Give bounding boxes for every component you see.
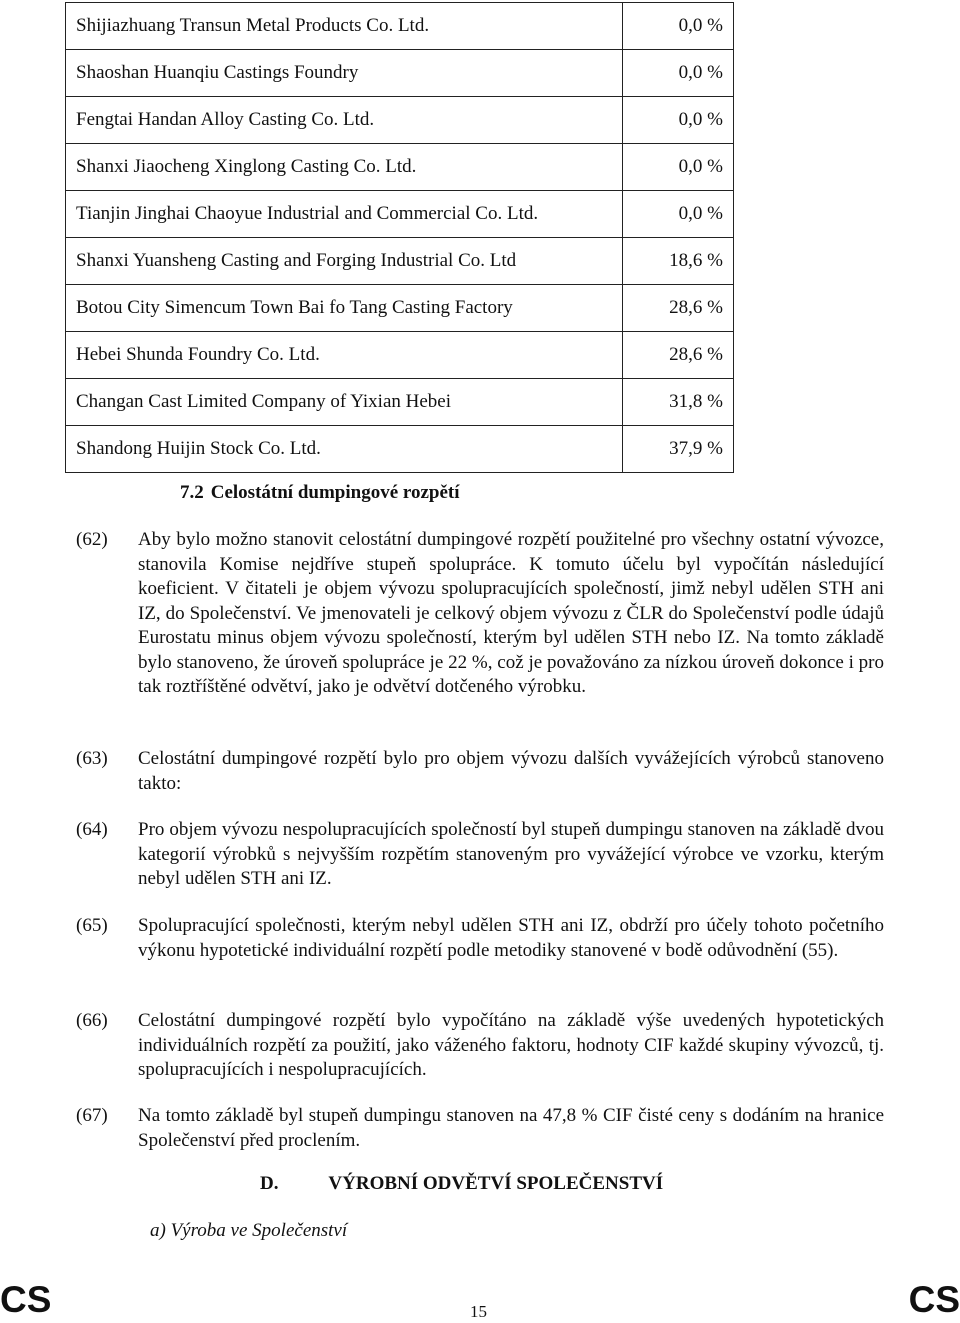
margin-cell: 31,8 % [623, 379, 734, 426]
table-row [66, 144, 734, 191]
chapter-heading [260, 1173, 663, 1195]
company-name-cell: Shaoshan Huanqiu Castings Foundry [66, 50, 623, 97]
margin-cell: 28,6 % [623, 285, 734, 332]
margin-cell: 18,6 % [623, 238, 734, 285]
company-name-cell: Fengtai Handan Alloy Casting Co. Ltd. [66, 97, 623, 144]
margin-cell: 28,6 % [623, 332, 734, 379]
table-row [66, 332, 734, 379]
section-heading [180, 482, 460, 504]
table-row [66, 97, 734, 144]
paragraph-number: (67) [76, 1105, 108, 1126]
table-row [66, 285, 734, 332]
paragraph-text: Spolupracující společnosti, kterým nebyl udělen STH ani IZ, obdrží pro účely tohoto početního výkonu hypotetické individuální rozpětí podle metodiky stanovené v bodě odůvodnění (55). [138, 915, 884, 961]
margin-cell: 0,0 % [623, 144, 734, 191]
paragraph-number: (63) [76, 748, 108, 769]
table-row [66, 379, 734, 426]
paragraph-64 [76, 818, 884, 892]
company-name-cell: Shanxi Yuansheng Casting and Forging Industrial Co. Ltd [66, 238, 623, 285]
company-name-cell: Hebei Shunda Foundry Co. Ltd. [66, 332, 623, 379]
margin-cell: 0,0 % [623, 191, 734, 238]
subheading: a) Výroba ve Společenství [150, 1220, 348, 1241]
table-row [66, 191, 734, 238]
section-title: Celostátní dumpingové rozpětí [210, 482, 460, 503]
table-row [66, 238, 734, 285]
section-number: 7.2 [180, 482, 204, 503]
company-name-cell: Shanxi Jiaocheng Xinglong Casting Co. Ltd. [66, 144, 623, 191]
language-mark-right: CS [908, 1279, 960, 1320]
margin-cell: 0,0 % [623, 3, 734, 50]
table-row [66, 3, 734, 50]
paragraph-text: Celostátní dumpingové rozpětí bylo pro objem vývozu dalších vyvážejících výrobců stanoveno takto: [138, 748, 884, 794]
margin-cell: 0,0 % [623, 50, 734, 97]
paragraph-text: Pro objem vývozu nespolupracujících společností byl stupeň dumpingu stanoven na základě dvou kategorií výrobků s nejvyšším rozpětím stanoveným pro vyvážející výrobce ve vzorku, kterým nebyl udělen STH ani IZ. [138, 819, 884, 889]
company-name-cell: Tianjin Jinghai Chaoyue Industrial and Commercial Co. Ltd. [66, 191, 623, 238]
paragraph-66 [76, 1009, 884, 1083]
page-number: 15 [470, 1302, 487, 1321]
margin-cell: 37,9 % [623, 426, 734, 473]
paragraph-number: (64) [76, 819, 108, 840]
company-name-cell: Botou City Simencum Town Bai fo Tang Casting Factory [66, 285, 623, 332]
table-row [66, 426, 734, 473]
company-name-cell: Shijiazhuang Transun Metal Products Co. Ltd. [66, 3, 623, 50]
language-mark-left: CS [0, 1279, 52, 1320]
paragraph-65 [76, 914, 884, 963]
chapter-letter: D. [260, 1173, 279, 1194]
paragraph-text: Celostátní dumpingové rozpětí bylo vypočítáno na základě výše uvedených hypotetických individuálních rozpětí za použití, jako váženého faktoru, hodnoty CIF každé skupiny vývozců, tj. spolupracujících i nespolupracujících. [138, 1010, 884, 1080]
company-name-cell: Changan Cast Limited Company of Yixian Hebei [66, 379, 623, 426]
paragraph-number: (65) [76, 915, 108, 936]
chapter-title: VÝROBNÍ ODVĚTVÍ SPOLEČENSTVÍ [328, 1173, 664, 1194]
paragraph-62 [76, 528, 884, 700]
producer-margin-table [65, 2, 734, 473]
paragraph-67 [76, 1104, 884, 1153]
paragraph-number: (62) [76, 529, 108, 550]
margin-cell: 0,0 % [623, 97, 734, 144]
company-name-cell: Shandong Huijin Stock Co. Ltd. [66, 426, 623, 473]
paragraph-number: (66) [76, 1010, 108, 1031]
paragraph-63 [76, 747, 884, 796]
paragraph-text: Aby bylo možno stanovit celostátní dumpingové rozpětí použitelné pro všechny ostatní vývozce, stanovila Komise nejdříve stupeň spolupráce. K tomuto účelu byl vypočítán následující koeficient. V čitateli je objem vývozu spolupracujících společností, jimž nebyl udělen STH ani IZ, do Společenství. Ve jmenovateli je celkový objem vývozu z ČLR do Společenství podle údajů Eurostatu minus objem vývozu společností, kterým byl udělen STH nebo IZ. Na tomto základě bylo stanoveno, že úroveň spolupráce je 22 %, což je považováno za nízkou úroveň dokonce i pro tak roztříštěné odvětví, jako je odvětví dotčeného výrobku. [138, 529, 884, 697]
table-row [66, 50, 734, 97]
paragraph-text: Na tomto základě byl stupeň dumpingu stanoven na 47,8 % CIF čisté ceny s dodáním na hranice Společenství před proclením. [138, 1105, 884, 1151]
